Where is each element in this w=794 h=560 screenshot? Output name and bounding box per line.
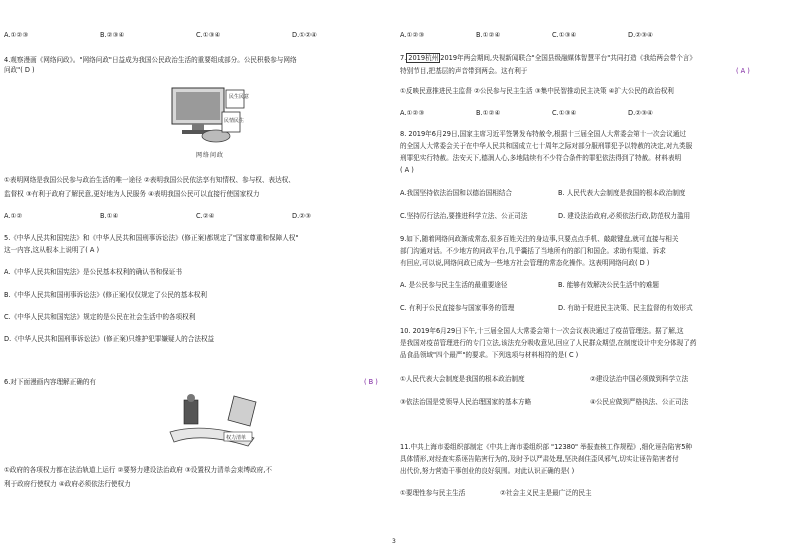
q7-option-d: D.②③④ [628,109,653,117]
q9-option-c: C. 有利于公民直接参与国家事务的管理 [400,304,515,312]
option-d: D.①②④ [292,31,317,39]
monitor-stand [192,124,204,130]
q4-stem-line1: 4.观察漫画《网络问政》。"网络问政"日益成为我国公民政治生活的重要组成部分。公民积极参与网络 [4,56,297,64]
q7-option-a: A.①②③ [400,109,425,117]
sign-text-2: 民情民生 [224,118,245,124]
q9-option-d: D. 有助于促进民主决策、民主监督的有效形式 [558,304,693,312]
q7-source-tag: 2019杭州 [408,54,439,62]
cartoon-network-politics [164,84,254,148]
q11-stem-line3: 出代价,努力营造干事创业的良好氛围。对此认识正确的是( ) [400,467,575,475]
q4-option-b: B.①④ [100,212,119,220]
q6-statement-line2: 利于政府行使权力 ④政府必须依法行使权力 [4,480,131,488]
q9-option-b: B. 能够有效解决公民生活中的难题 [558,281,660,289]
q4-statement-line2: 监督权 ③有利于政府了解民意,更好地为人民服务 ④表明我国公民可以直接行使国家权力 [4,190,260,198]
q4-stem-line2: 问政"( D ) [4,66,35,74]
q4-option-a: A.①② [4,212,23,220]
q9-stem-line2: 部门沟通对话。不少地方的问政平台,几乎囊括了当地所有的部门和国企。求助有渠道、诉求 [400,247,666,255]
q8-option-b: B. 人民代表大会制度是我国的根本政治制度 [558,189,686,197]
q6-answer: ( B ) [364,378,378,386]
q10-stem-line2: 是我国对疫苗管理进行的专门立法,该法充分吸收意见,回应了人民群众期望,在制度设计中充分体现了药 [400,339,697,347]
figure-caption: 网络问政 [196,152,225,159]
q10-statement-1: ①人民代表大会制度是我国的根本政治制度 [400,375,525,383]
option-c: C.①③④ [196,31,221,39]
head-icon [187,394,195,402]
q10-statement-3: ③依法治国是党领导人民治理国家的基本方略 [400,398,532,406]
q9-stem-line3: 有回应,可以说,网络问政已成为一些地方社会管理的常态化操作。这表明网络问政( D ) [400,259,650,267]
q4-option-d: D.②③ [292,212,311,220]
q8-stem-line1: 8. 2019年6月29日,国家主席习近平签署发布特赦令,根据十三届全国人大常委会第十一次会议通过 [400,130,686,138]
q8-stem-line4: ( A ) [400,166,414,174]
q9-option-a: A. 是公民参与民主生活的最重要途径 [400,281,508,289]
q7-stem-text: 2019年两会期间,央视新闻联合"全国县级融媒体智慧平台"共同打造《我给两会带个言》 [440,54,696,62]
option-d: D.②③④ [628,31,653,39]
page-number: 3 [392,538,396,545]
q5-stem-line1: 5.《中华人民共和国宪法》和《中华人民共和国刑事诉讼法》(修正案)都规定了"国家尊重和保障人权" [4,234,299,242]
q5-option-b: B.《中华人民共和国刑事诉讼法》(修正案)仅仅规定了公民的基本权利 [4,291,207,299]
q7-statements: ①反映民意推进民主监督 ②公民参与民主生活 ③集中民智推动民主决策 ④扩大公民的政治权利 [400,87,674,95]
q8-stem-line3: 刑罪犯实行特赦。法安天下,德润人心,多地陆续有不少符合条件的罪犯依法得到了特赦。材料表明 [400,154,682,162]
cartoon-power-list [164,392,264,450]
q8-option-c: C.坚持厉行法治,要推进科学立法、公正司法 [400,212,528,220]
q8-option-d: D. 建设法治政府,必须依法行政,防范权力滥用 [558,212,691,220]
q4-option-c: C.②④ [196,212,215,220]
q7-stem-line1 [400,54,786,62]
option-b: B.②③④ [100,31,125,39]
q11-stem-line1: 11.中共上海市委组织部制定《中共上海市委组织部 "12380" 举报查核工作规程》,细化诬告陷害5种 [400,443,692,451]
list-board-icon [228,396,256,426]
q5-option-a: A.《中华人民共和国宪法》是公民基本权利的确认书和保证书 [4,268,182,276]
q6-statement-line1: ①政府的各项权力都在法治轨道上运行 ②要努力建设法治政府 ③设置权力清单会束缚政府,不 [4,466,272,474]
official-figure-icon [184,400,198,424]
q9-stem-line1: 9.如下,随着网络问政渐成常态,很多百姓关注的身边事,只要点点手机、敲敲键盘,就可直接与相关 [400,235,679,243]
q10-statement-2: ②建设法治中国必须做到科学立法 [590,375,689,383]
q6-stem: 6.对下面漫画内容理解正确的有 [4,378,97,386]
option-b: B.①②④ [476,31,501,39]
option-a: A.①②③ [400,31,425,39]
q7-option-c: C.①③④ [552,109,577,117]
q11-statement-2: ②社会主义民主是最广泛的民主 [500,489,592,497]
q5-stem-line2: 这一内容,这从根本上说明了( A ) [4,246,100,254]
option-a: A.①②③ [4,31,29,39]
q5-option-d: D.《中华人民共和国刑事诉讼法》(修正案)只维护犯罪嫌疑人的合法权益 [4,335,215,343]
q8-option-a: A.我国坚持依法治国和以德治国相结合 [400,189,512,197]
power-list-label: 权力清单 [226,435,247,441]
sign-text-1: 民生民意 [229,94,250,100]
q7-stem-line2: 特别节目,把基层的声音带到两会。这有利于 [400,67,528,75]
q7-number: 7. [400,54,407,62]
q7-answer: ( A ) [736,67,750,75]
q10-stem-line3: 品食品领域"四个最严"的要求。下列选项与材料相符的是( C ) [400,351,579,359]
q5-option-c: C.《中华人民共和国宪法》规定的是公民在社会生活中的各项权利 [4,313,196,321]
q10-stem-line1: 10. 2019年6月29日下午,十三届全国人大常委会第十一次会议表决通过了疫苗管理法。据了解,这 [400,327,684,335]
q11-stem-line2: 具体情形,对经查实系诬告陷害行为的,及时予以严肃处理,坚决刹住歪风邪气,切实让诬告陷害者付 [400,455,679,463]
q10-statement-4: ④公民应做到严格执法、公正司法 [590,398,689,406]
q4-statement-line1: ①表明网络是我国公民参与政治生活的唯一途径 ②表明我国公民依法享有知情权、参与权、表达权、 [4,176,295,184]
monitor-display [176,92,220,120]
q8-stem-line2: 的全国人大常委会关于在中华人民共和国成立七十周年之际对部分服刑罪犯予以特赦的决定,对九类服 [400,142,693,150]
q7-option-b: B.①②④ [476,109,501,117]
option-c: C.①③④ [552,31,577,39]
q11-statement-1: ①要理性参与民主生活 [400,489,466,497]
